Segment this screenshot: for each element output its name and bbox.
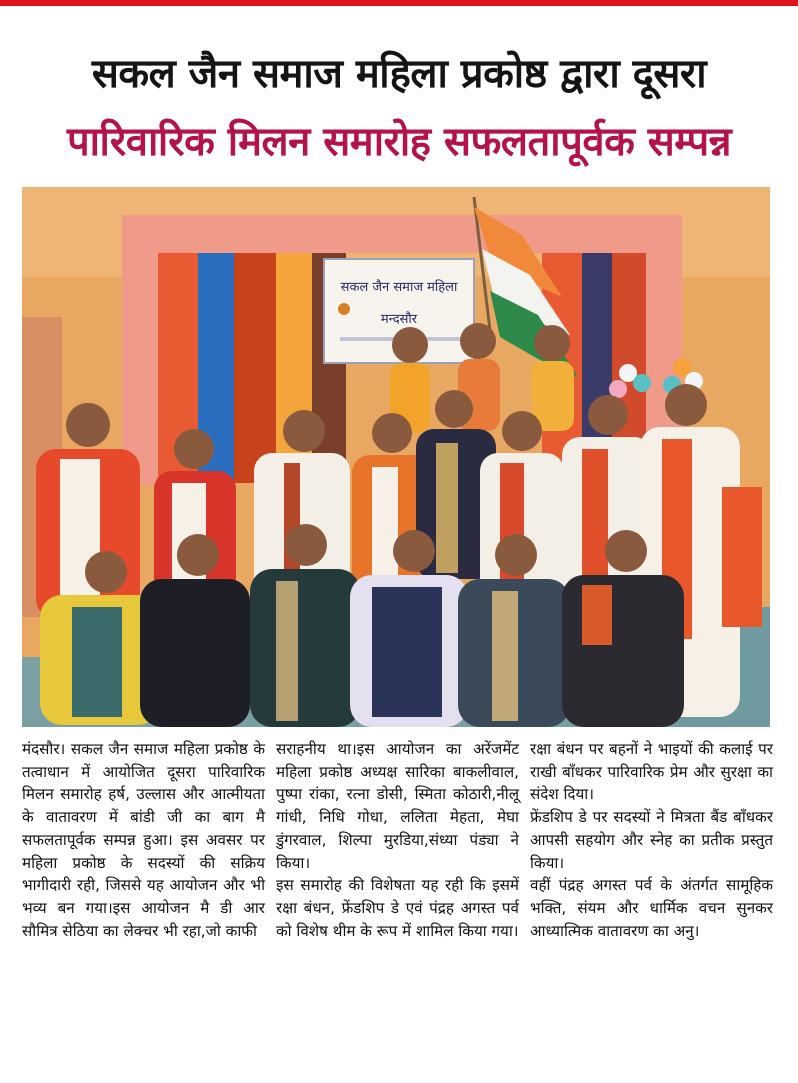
headline-line-2: पारिवारिक मिलन समारोह सफलतापूर्वक सम्पन्न bbox=[66, 119, 732, 165]
back-row bbox=[390, 323, 574, 433]
article-paragraph: रक्षा बंधन पर बहनों ने भाइयों की कलाई पर राखी बाँधकर पारिवारिक प्रेम और सुरक्षा का संदेश दिया। bbox=[530, 740, 773, 804]
article-column-1 bbox=[22, 738, 265, 942]
article-paragraph: मंदसौर। सकल जैन समाज महिला प्रकोष्ठ के तत्वाधान में आयोजित दूसरा पारिवारिक मिलन समारोह हर्ष, उल्लास और आत्मीयता के वातावरण में बांडी जी का बाग मै सफलतापूर्वक सम्पन्न हुआ। इस अवसर पर महिला प्रकोष्ठ के सदस्यों की सक्रिय भागीदारी रही, जिससे यह आयोजन और भी भव्य बन गया।इस आयोजन मै डी आर सौमित्र सेठिया का लेक्चर भी रहा,जो काफी bbox=[22, 740, 265, 940]
group-photo bbox=[22, 187, 770, 727]
article-paragraph: सराहनीय था।इस आयोजन का अरेंजमेंट महिला प्रकोष्ठ अध्यक्ष सारिका बाकलीवाल, पुष्पा रांका, रत्ना डोसी, स्मिता कोठारी,नीलू गांधी, निधि गोधा, ललिता मेहता, मेघा डुंगरवाल, शिल्पा मुरडिया,संध्या पंड्या ने किया। bbox=[276, 740, 519, 872]
banner-text-line-1: सकल जैन समाज महिला bbox=[340, 280, 458, 295]
emblem-icon bbox=[338, 303, 350, 315]
article-column-2 bbox=[276, 738, 519, 942]
banner-text-line-2: मन्दसौर bbox=[380, 312, 418, 327]
article-paragraph: इस समारोह की विशेषता यह रही कि इसमें रक्षा बंधन, फ्रेंडशिप डे एवं पंद्रह अगस्त पर्व को विशेष थीम के रूप में शामिल किया गया। bbox=[276, 876, 519, 940]
group-photo-illustration bbox=[22, 187, 770, 727]
article-paragraph: वहीं पंद्रह अगस्त पर्व के अंतर्गत सामूहिक भक्ति, संयम और धार्मिक वचन सुनकर आध्यात्मिक वातावरण का अनु। bbox=[530, 876, 773, 940]
top-red-rule bbox=[0, 0, 798, 6]
article-paragraph: फ्रेंडशिप डे पर सदस्यों ने मित्रता बैंड बाँधकर आपसी सहयोग और स्नेह का प्रतीक प्रस्तुत किया। bbox=[530, 808, 773, 872]
headline-line-1: सकल जैन समाज महिला प्रकोष्ठ द्वारा दूसरा bbox=[91, 51, 707, 97]
article-column-3 bbox=[530, 738, 773, 942]
